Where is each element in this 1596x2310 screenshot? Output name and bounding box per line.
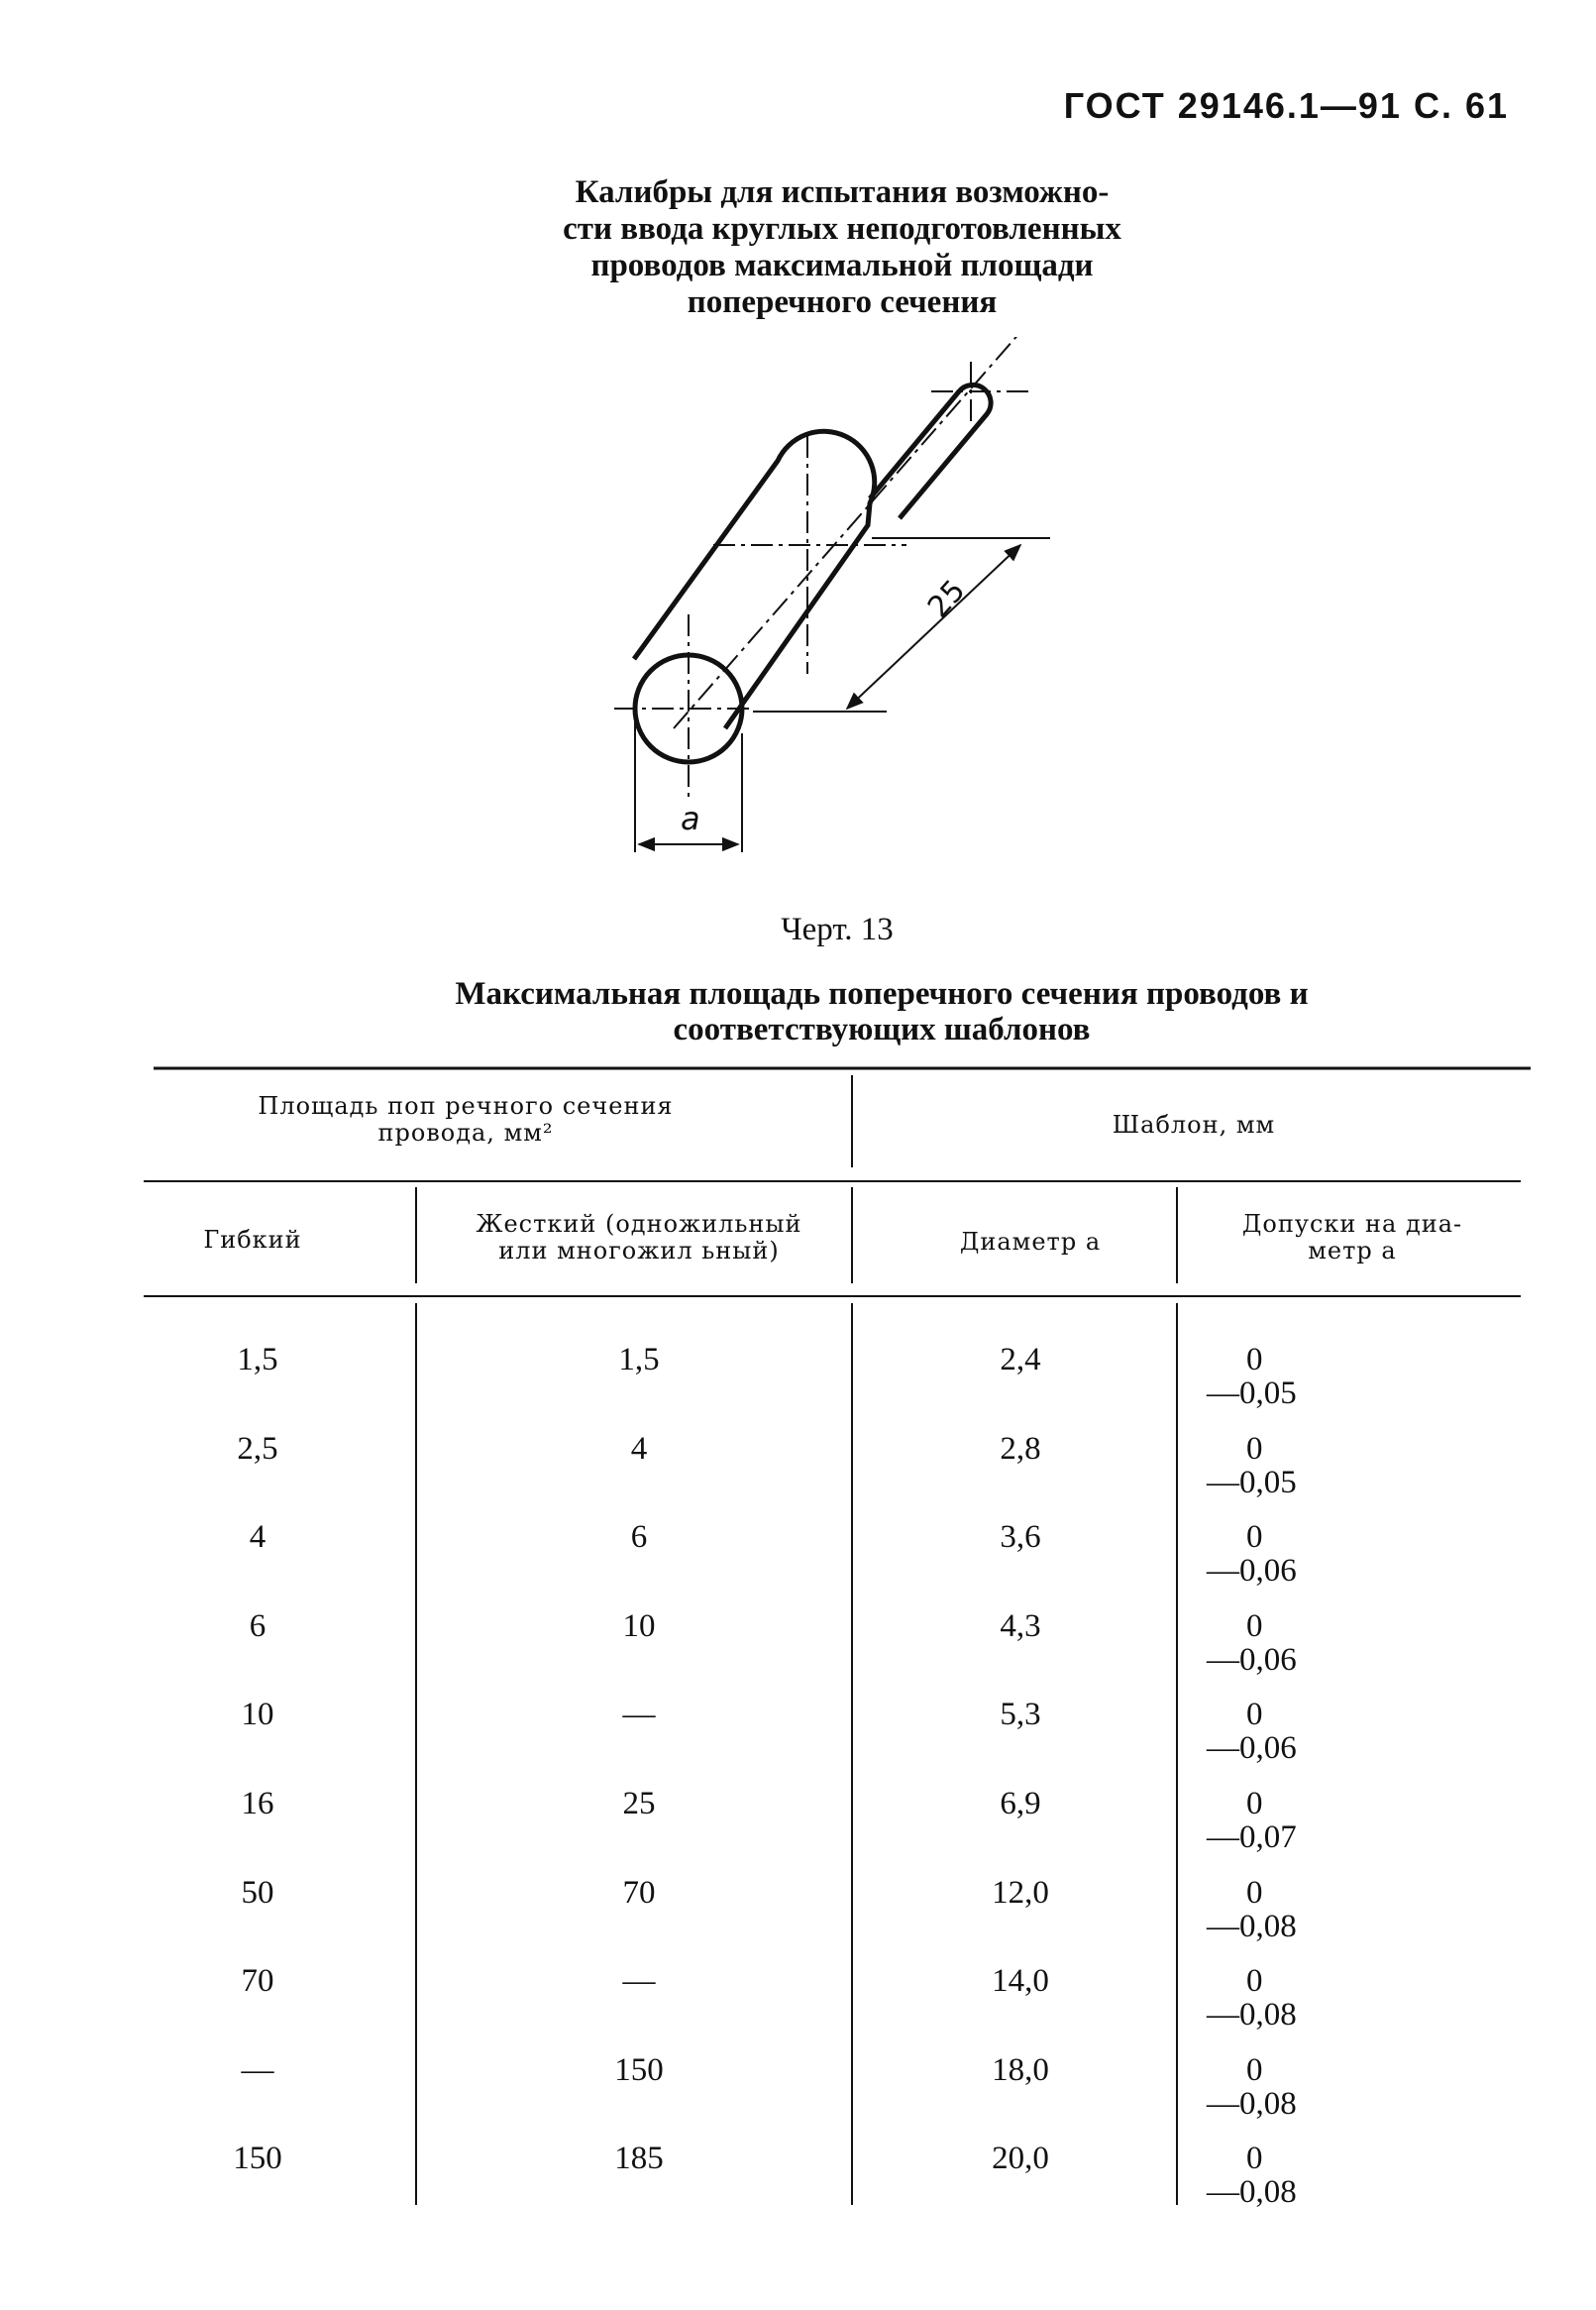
figure-title-line: проводов максимальной площади [590,248,1094,283]
cell-tolerance [1207,1343,1297,1410]
tolerance-lower: —0,06 [1207,1553,1297,1589]
cell-flexible: 150 [233,2141,282,2176]
tolerance-lower: —0,05 [1207,1375,1297,1411]
cell-rigid: 185 [614,2141,664,2176]
figure-title-line: поперечного сечения [687,284,998,320]
cell-rigid: 1,5 [618,1342,660,1377]
diameter-label: a [681,800,700,837]
tolerance-upper: 0 [1246,1431,1263,1467]
tolerance-upper: 0 [1246,1608,1263,1644]
figure-caption: Черт. 13 [781,912,894,947]
cell-diameter: 2,4 [1000,1342,1041,1377]
cell-rigid: — [622,1697,656,1732]
cell-rigid: — [622,1963,656,1999]
cell-diameter: 2,8 [1000,1431,1041,1467]
cell-tolerance [1207,1876,1297,1943]
tolerance-upper: 0 [1246,1342,1263,1377]
col-header-flexible: Гибкий [203,1226,302,1254]
cell-flexible: 1,5 [237,1342,278,1377]
tolerance-lower: —0,08 [1207,1909,1297,1944]
col-header-rigid-line: или многожил ьный) [498,1237,780,1265]
cell-flexible: 50 [241,1875,274,1911]
tolerance-upper: 0 [1246,2141,1263,2176]
cell-tolerance [1207,1698,1297,1765]
figure-title-line: сти ввода круглых неподготовленных [563,211,1121,247]
cell-rigid: 6 [630,1519,648,1555]
tolerance-upper: 0 [1246,2052,1263,2088]
tolerance-upper: 0 [1246,1963,1263,1999]
cell-flexible: — [241,2052,274,2088]
cell-rigid: 25 [622,1786,656,1821]
cell-tolerance [1207,2142,1297,2209]
cell-diameter: 4,3 [1000,1608,1041,1644]
cell-diameter: 20,0 [992,2141,1049,2176]
cell-diameter: 6,9 [1000,1786,1041,1821]
tolerance-lower: —0,06 [1207,1642,1297,1678]
area-group-header [208,1093,723,1147]
cell-tolerance [1207,1520,1297,1588]
tolerance-upper: 0 [1246,1697,1263,1732]
length-label: 25 [920,573,973,625]
tolerance-upper: 0 [1246,1786,1263,1821]
cell-tolerance [1207,1432,1297,1499]
cell-diameter: 14,0 [992,1963,1049,1999]
tolerance-upper: 0 [1246,1875,1263,1911]
cell-diameter: 5,3 [1000,1697,1041,1732]
table-title-line: соответствующих шаблонов [673,1012,1091,1047]
tolerance-lower: —0,08 [1207,2086,1297,2122]
page-header: ГОСТ 29146.1—91 С. 61 [1063,85,1509,126]
cell-flexible: 10 [241,1697,274,1732]
template-group-header: Шаблон, мм [1112,1111,1276,1139]
cell-rigid: 150 [614,2052,664,2088]
cell-tolerance [1207,1964,1297,2032]
tolerance-lower: —0,08 [1207,2174,1297,2210]
cell-tolerance [1207,1609,1297,1677]
cell-flexible: 70 [241,1963,274,1999]
col-header-tolerance-line: метр a [1308,1237,1397,1265]
cell-tolerance [1207,1787,1297,1854]
cell-rigid: 10 [622,1608,656,1644]
cell-flexible: 2,5 [237,1431,278,1467]
cell-flexible: 16 [241,1786,274,1821]
tolerance-lower: —0,05 [1207,1465,1297,1500]
col-header-rigid-line: Жесткий (одножильный [476,1210,802,1238]
col-header-tolerance [1184,1211,1521,1265]
figure-title-line: Калибры для испытания возможно- [575,174,1110,210]
tolerance-upper: 0 [1246,1519,1263,1555]
cell-rigid: 70 [622,1875,656,1911]
cell-rigid: 4 [630,1431,648,1467]
cell-diameter: 3,6 [1000,1519,1041,1555]
col-header-diameter: Диаметр a [959,1228,1102,1256]
cell-flexible: 4 [249,1519,266,1555]
cell-flexible: 6 [249,1608,266,1644]
tolerance-lower: —0,08 [1207,1997,1297,2033]
cell-diameter: 18,0 [992,2052,1049,2088]
area-group-header-line: Площадь поп речного сечения [258,1092,674,1120]
col-header-tolerance-line: Допуски на диа- [1241,1210,1463,1238]
tolerance-lower: —0,06 [1207,1730,1297,1766]
table-title-line: Максимальная площадь поперечного сечения проводов и [455,976,1309,1012]
tolerance-lower: —0,07 [1207,1819,1297,1855]
cell-diameter: 12,0 [992,1875,1049,1911]
cell-tolerance [1207,2053,1297,2121]
col-header-rigid [426,1211,852,1265]
area-group-header-line: провода, мм² [377,1119,554,1147]
